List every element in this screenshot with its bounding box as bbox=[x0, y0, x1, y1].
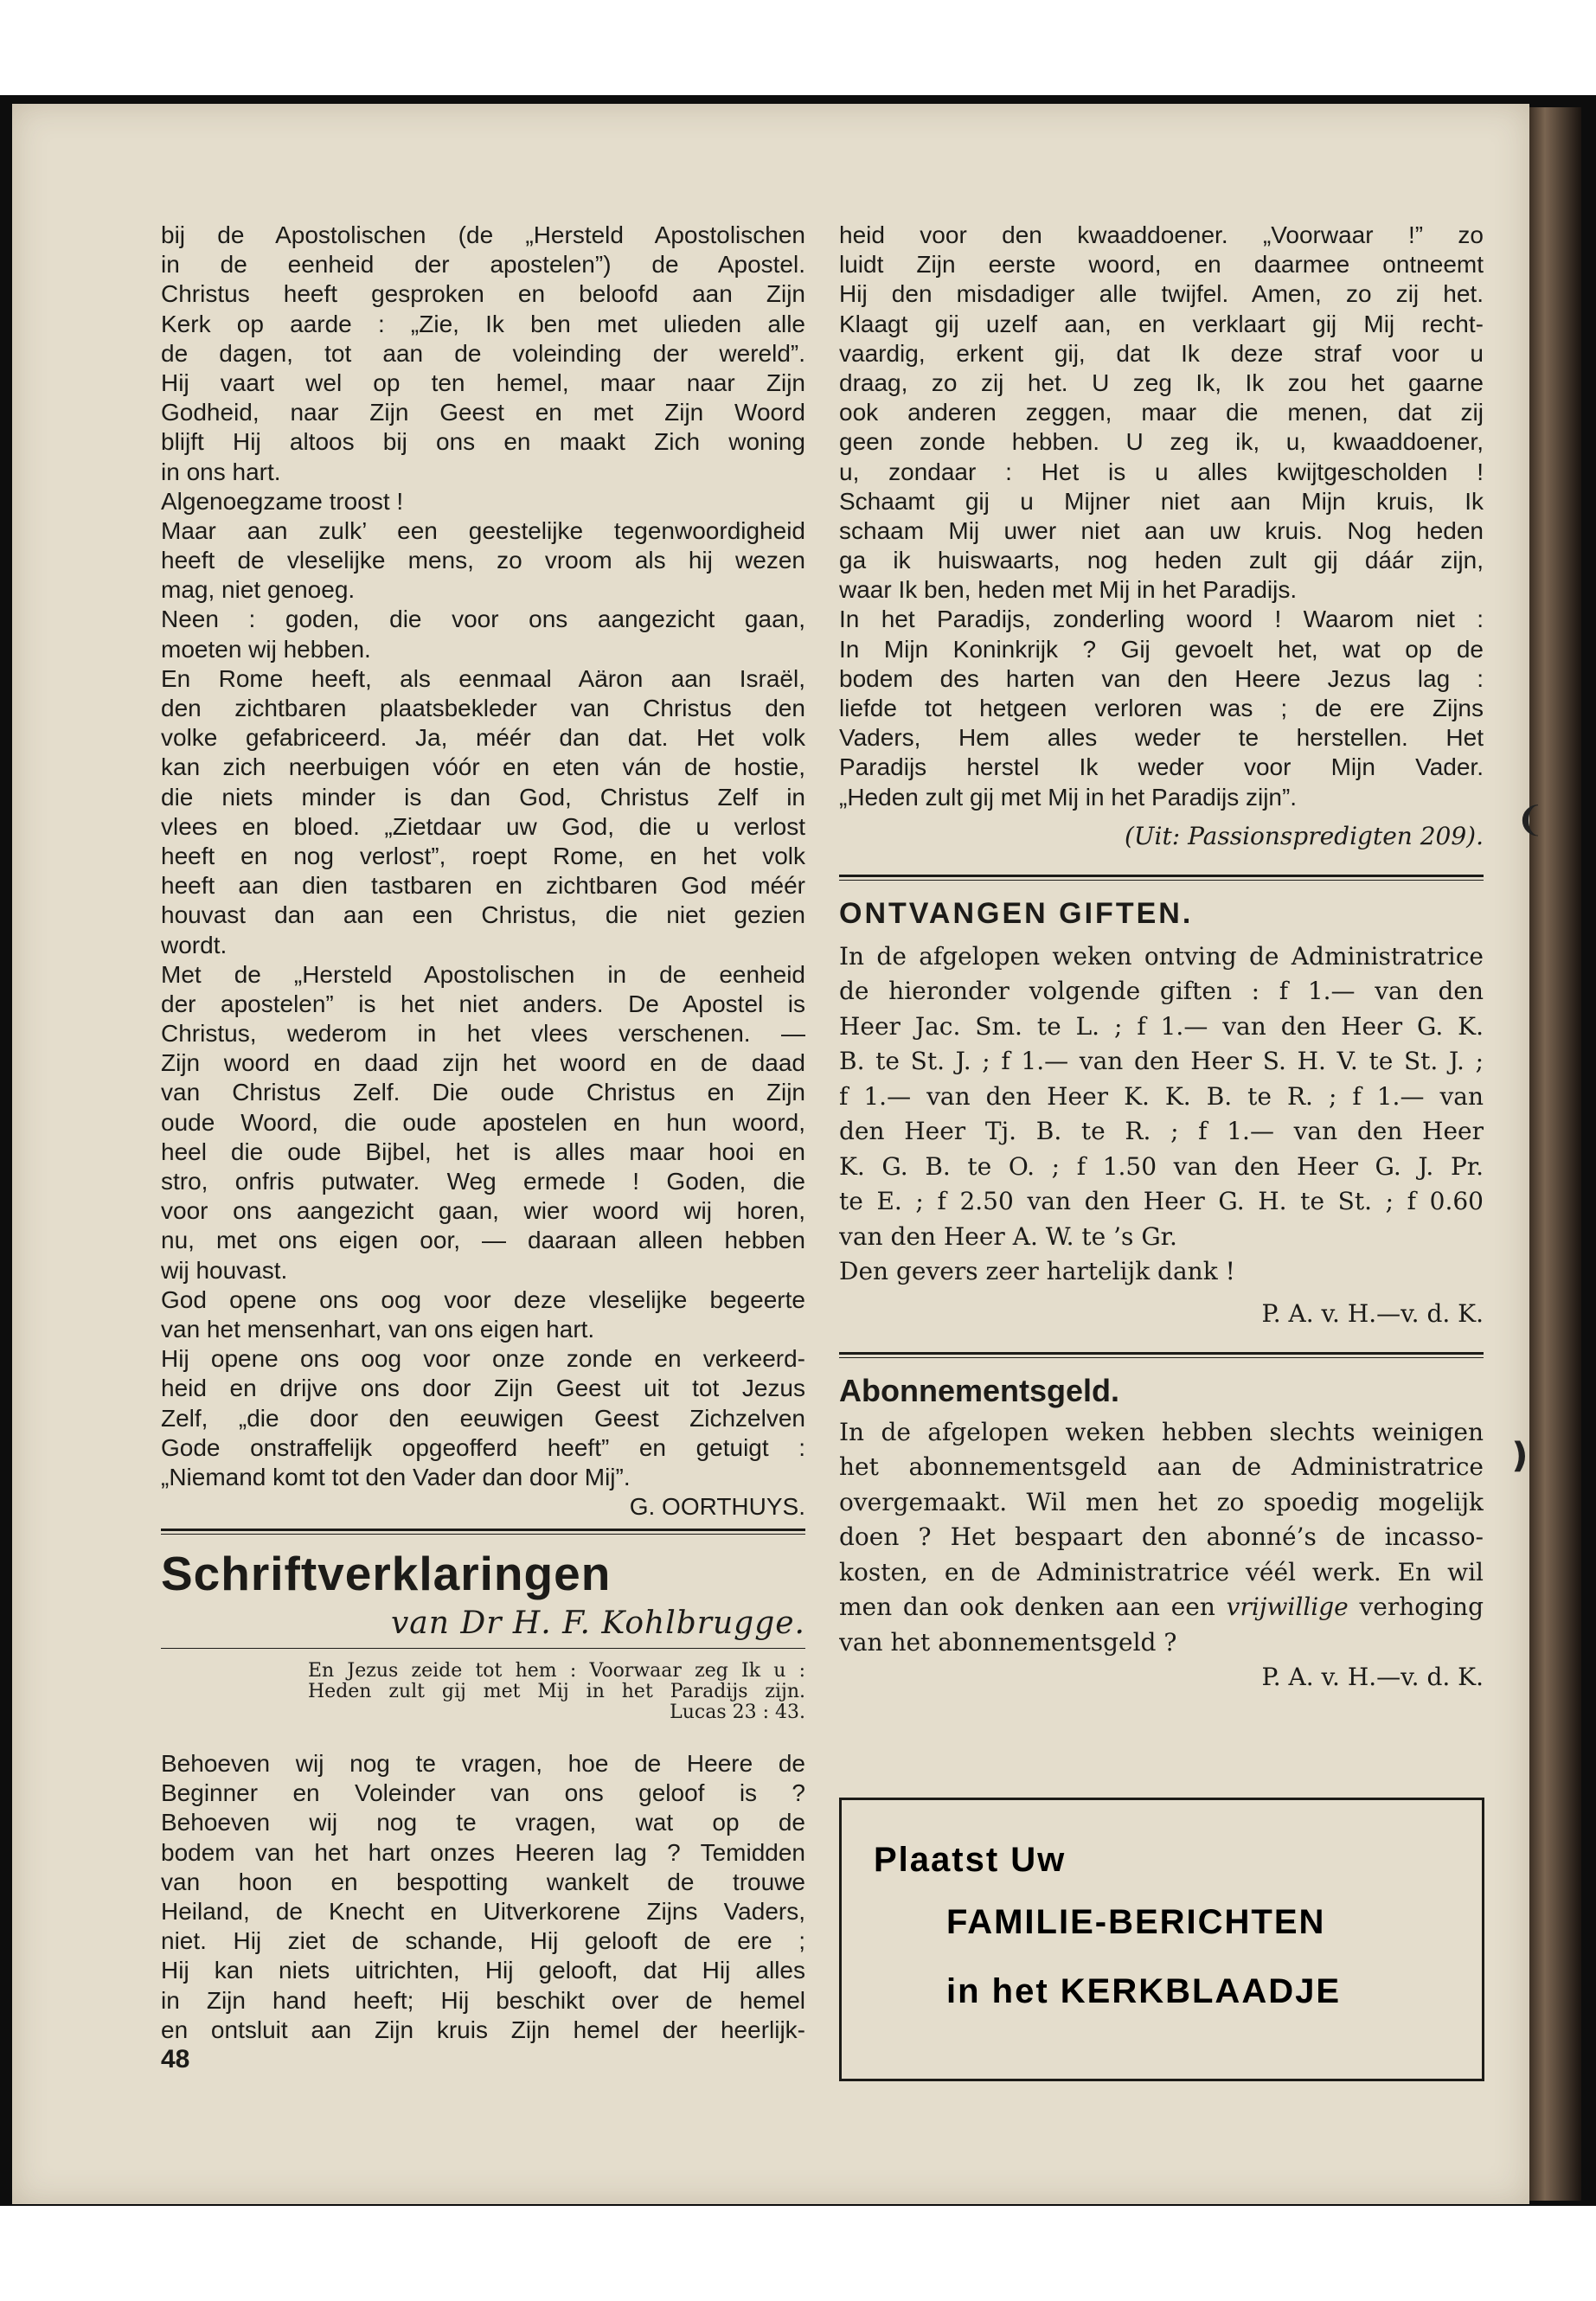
gift-line: In de afgelopen weken ontving de Administratrice bbox=[839, 941, 1484, 971]
text-line: u, zondaar : Het is u alles kwijtgescholden ! bbox=[839, 458, 1484, 485]
text-line: houvast dan aan een Christus, die niet gezien bbox=[161, 901, 805, 929]
advert-line-1: Plaatst Uw bbox=[874, 1841, 1067, 1879]
gift-line: den Heer Tj. B. te R. ; f 1.— van den Heer bbox=[839, 1117, 1484, 1146]
text-line: Algenoegzame troost ! bbox=[161, 487, 404, 515]
scripture-reference: Lucas 23 : 43. bbox=[670, 1702, 805, 1724]
scripture-line: En Jezus zeide tot hem : Voorwaar zeg Ik u : bbox=[308, 1660, 805, 1682]
text-line: bodem des harten van den Heere Jezus lag : bbox=[839, 664, 1484, 692]
text-line: schaam Mij uwer niet aan uw kruis. Nog heden bbox=[839, 516, 1484, 544]
subscription-emphasis-line bbox=[839, 1590, 1484, 1625]
text-line: heel die oude Bijbel, het is alles maar hooi en bbox=[161, 1138, 805, 1165]
text-line: heid en drijve ons door Zijn Geest uit tot Jezus bbox=[161, 1375, 805, 1402]
text-line: en ontsluit aan Zijn kruis Zijn hemel der heerlijk- bbox=[161, 2016, 805, 2043]
text-line: heeft en nog verlost”, roept Rome, en het volk bbox=[161, 842, 805, 869]
subscription-line: het abonnementsgeld aan de Administratrice bbox=[839, 1452, 1484, 1482]
gift-line: K. G. B. te O. ; f 1.50 van den Heer G. J. Pr. bbox=[839, 1151, 1484, 1181]
text-line: van het mensenhart, van ons eigen hart. bbox=[161, 1315, 595, 1343]
text-line: ga ik huiswaarts, nog heden zult gij dáár zijn, bbox=[839, 547, 1484, 574]
text-line: luidt Zijn eerste woord, en daarmee ontneemt bbox=[839, 251, 1484, 279]
text-line: waar Ik ben, heden met Mij in het Paradijs. bbox=[839, 576, 1298, 604]
text-line: Heiland, de Knecht en Uitverkorene Zijns Vaders, bbox=[161, 1898, 805, 1925]
text-line: Behoeven wij nog te vragen, hoe de Heere de bbox=[161, 1750, 805, 1778]
text-line: „Niemand komt tot den Vader dan door Mij”. bbox=[161, 1463, 631, 1490]
subscription-line: kosten, en de Administratrice véél werk. En wil bbox=[839, 1557, 1484, 1586]
text-line: vaardig, erkent gij, dat Ik deze straf voor u bbox=[839, 339, 1484, 367]
text-line: heid voor den kwaaddoener. „Voorwaar !” zo bbox=[839, 221, 1484, 248]
text-line: volke gefabriceerd. Ja, méér dan dat. Het volk bbox=[161, 724, 805, 752]
text-line: in de eenheid der apostelen”) de Apostel. bbox=[161, 251, 805, 279]
subscription-signature: P. A. v. H.—v. d. K. bbox=[1261, 1663, 1484, 1692]
text-line: heeft aan dien tastbaren en zichtbaren God méér bbox=[161, 872, 805, 900]
text-line: In het Paradijs, zonderling woord ! Waarom niet : bbox=[839, 606, 1484, 633]
text-line: bodem van het hart onzes Heeren lag ? Temidden bbox=[161, 1838, 805, 1866]
text-line: van Christus Zelf. Die oude Christus en Zijn bbox=[161, 1079, 805, 1106]
text-line: wij houvast. bbox=[161, 1256, 288, 1284]
text-line: bij de Apostolischen (de „Hersteld Apostolischen bbox=[161, 221, 805, 248]
text-line: draag, zo zij het. U zeg Ik, Ik zou het gaarne bbox=[839, 369, 1484, 396]
emphasis-before: men dan ook denken aan een bbox=[839, 1593, 1227, 1622]
text-line: Hij kan niets uitrichten, Hij gelooft, dat Hij alles bbox=[161, 1957, 805, 1984]
advert-line-3: in het KERKBLAADJE bbox=[946, 1972, 1342, 2010]
text-line: stro, onfris putwater. Weg ermede ! Goden, die bbox=[161, 1168, 805, 1195]
subscription-line: In de afgelopen weken hebben slechts weinigen bbox=[839, 1417, 1484, 1446]
intro-signature: G. OORTHUYS. bbox=[629, 1493, 805, 1521]
text-line: liefde tot hetgeen verloren was ; de ere Zijns bbox=[839, 695, 1484, 721]
text-line: Maar aan zulk’ een geestelijke tegenwoordigheid bbox=[161, 516, 805, 544]
intro-article-text bbox=[161, 221, 805, 1492]
text-line: nu, met ons eigen oor, — daaraan alleen hebben bbox=[161, 1227, 805, 1254]
right-column bbox=[839, 221, 1484, 1695]
article-title: Schriftverklaringen bbox=[161, 1547, 612, 1601]
text-line: Zelf, „die door den eeuwigen Geest Zichzelven bbox=[161, 1404, 805, 1432]
page-binding-edge bbox=[1529, 107, 1581, 2201]
text-line: moeten wij hebben. bbox=[161, 635, 371, 663]
gift-line: Den gevers zeer hartelijk dank ! bbox=[839, 1257, 1235, 1286]
gift-line: te E. ; f 2.50 van den Heer G. H. te St. ; f 0.60 bbox=[839, 1187, 1484, 1216]
text-line: In Mijn Koninkrijk ? Gij gevoelt het, wat op de bbox=[839, 635, 1484, 663]
article-byline: van Dr H. F. Kohlbrugge. bbox=[390, 1606, 805, 1642]
text-line: Met de „Hersteld Apostolischen in de eenheid bbox=[161, 960, 805, 988]
subscription-text bbox=[839, 1415, 1484, 1591]
article-continuation-text bbox=[839, 221, 1484, 812]
text-line: kan zich neerbuigen vóór en eten ván de hostie, bbox=[161, 753, 805, 781]
scripture-quote bbox=[161, 1661, 805, 1702]
text-line: de dagen, tot aan de voleinding der wereld”. bbox=[161, 339, 805, 367]
gift-line: f 1.— van den Heer K. K. B. te R. ; f 1.— van bbox=[839, 1081, 1484, 1111]
gifts-heading: ONTVANGEN GIFTEN. bbox=[839, 896, 1194, 930]
source-note: (Uit: Passionspredigten 209). bbox=[1125, 821, 1484, 850]
text-line: Godheid, naar Zijn Geest en met Zijn Woord bbox=[161, 399, 805, 426]
text-line: wordt. bbox=[161, 931, 228, 958]
margin-mark-icon: ❨ bbox=[1516, 801, 1545, 839]
text-line: Beginner en Voleinder van ons geloof is ? bbox=[161, 1779, 805, 1807]
subscription-line: doen ? Het bespaart den abonné’s de incasso- bbox=[839, 1522, 1484, 1552]
text-line: Gode onstraffelijk opgeofferd heeft” en getuigt : bbox=[161, 1433, 805, 1461]
text-line: in ons hart. bbox=[161, 458, 281, 485]
text-line: heeft de vleselijke mens, zo vroom als hij wezen bbox=[161, 547, 805, 574]
text-line: Christus heeft gesproken en beloofd aan Zijn bbox=[161, 280, 805, 308]
text-line: „Heden zult gij met Mij in het Paradijs zijn”. bbox=[839, 783, 1298, 811]
text-line: geen zonde hebben. U zeg ik, u, kwaaddoener, bbox=[839, 428, 1484, 456]
text-line: Christus, wederom in het vlees verschenen. — bbox=[161, 1020, 805, 1048]
subscription-line: overgemaakt. Wil men het zo spoedig mogelijk bbox=[839, 1487, 1484, 1516]
text-line: Vaders, Hem alles weder te herstellen. Het bbox=[839, 724, 1484, 752]
text-line: Behoeven wij nog te vragen, wat op de bbox=[161, 1809, 805, 1836]
text-line: oude Woord, die oude apostelen en hun woord, bbox=[161, 1108, 805, 1136]
subscription-heading: Abonnementsgeld. bbox=[839, 1372, 1120, 1408]
scripture-line: Heden zult gij met Mij in het Paradijs zijn. bbox=[308, 1681, 805, 1703]
text-line: die niets minder is dan God, Christus Zelf in bbox=[161, 783, 805, 811]
text-line: En Rome heeft, als eenmaal Aäron aan Israël, bbox=[161, 664, 805, 692]
subscription-last-line: van het abonnementsgeld ? bbox=[839, 1627, 1177, 1657]
gift-line: Heer Jac. Sm. te L. ; f 1.— van den Heer G. K. bbox=[839, 1011, 1484, 1041]
gift-line: de hieronder volgende giften : f 1.— van den bbox=[839, 977, 1484, 1006]
text-line: Hij den misdadiger alle twijfel. Amen, zo zij het. bbox=[839, 280, 1484, 308]
section-divider bbox=[161, 1529, 805, 1535]
gifts-divider bbox=[839, 875, 1484, 881]
gift-line: van den Heer A. W. te ’s Gr. bbox=[839, 1221, 1177, 1251]
text-line: Hij vaart wel op ten hemel, maar naar Zijn bbox=[161, 369, 805, 396]
text-line: ook anderen zeggen, maar die menen, dat zij bbox=[839, 399, 1484, 426]
byline-rule bbox=[161, 1648, 805, 1649]
text-line: Neen : goden, die voor ons aangezicht gaan, bbox=[161, 606, 805, 633]
left-column bbox=[161, 221, 805, 2074]
gifts-text bbox=[839, 939, 1484, 1290]
text-line: den zichtbaren plaatsbekleder van Christus den bbox=[161, 695, 805, 721]
subscription-divider bbox=[839, 1352, 1484, 1358]
text-line: God opene ons oog voor deze vleselijke begeerte bbox=[161, 1285, 805, 1313]
text-line: vlees en bloed. „Zietdaar uw God, die u verlost bbox=[161, 812, 805, 840]
page-number: 48 bbox=[161, 2044, 190, 2073]
text-line: voor ons aangezicht gaan, wier woord wij horen, bbox=[161, 1197, 805, 1225]
text-line: van hoon en bespotting wankelt de trouwe bbox=[161, 1868, 805, 1895]
text-line: Hij opene ons oog voor onze zonde en verkeerd- bbox=[161, 1345, 805, 1373]
text-line: blijft Hij altoos bij ons en maakt Zich woning bbox=[161, 428, 805, 456]
text-line: der apostelen” is het niet anders. De Apostel is bbox=[161, 990, 805, 1017]
text-line: Klaagt gij uzelf aan, en verklaart gij Mij recht- bbox=[839, 310, 1484, 337]
advert-line-2: FAMILIE-BERICHTEN bbox=[946, 1903, 1326, 1941]
emphasis-after: verhoging bbox=[1348, 1593, 1484, 1622]
margin-mark-icon: ❫ bbox=[1505, 1437, 1535, 1475]
gift-line: B. te St. J. ; f 1.— van den Heer S. H. V. te St. J. ; bbox=[839, 1047, 1484, 1076]
text-line: in Zijn hand heeft; Hij beschikt over de hemel bbox=[161, 1986, 805, 2014]
text-line: Paradijs herstel Ik weder voor Mijn Vader. bbox=[839, 753, 1484, 781]
text-line: mag, niet genoeg. bbox=[161, 576, 356, 604]
text-line: niet. Hij ziet de schande, Hij gelooft de ere ; bbox=[161, 1927, 805, 1955]
text-line: Zijn woord en daad zijn het woord en de daad bbox=[161, 1049, 805, 1077]
text-line: Schaamt gij u Mijner niet aan Mijn kruis, Ik bbox=[839, 487, 1484, 515]
text-line: Kerk op aarde : „Zie, Ik ben met ulieden alle bbox=[161, 310, 805, 337]
gifts-signature: P. A. v. H.—v. d. K. bbox=[1261, 1298, 1484, 1328]
emphasis-word: vrijwillige bbox=[1226, 1593, 1349, 1622]
article-body-text bbox=[161, 1749, 805, 2045]
